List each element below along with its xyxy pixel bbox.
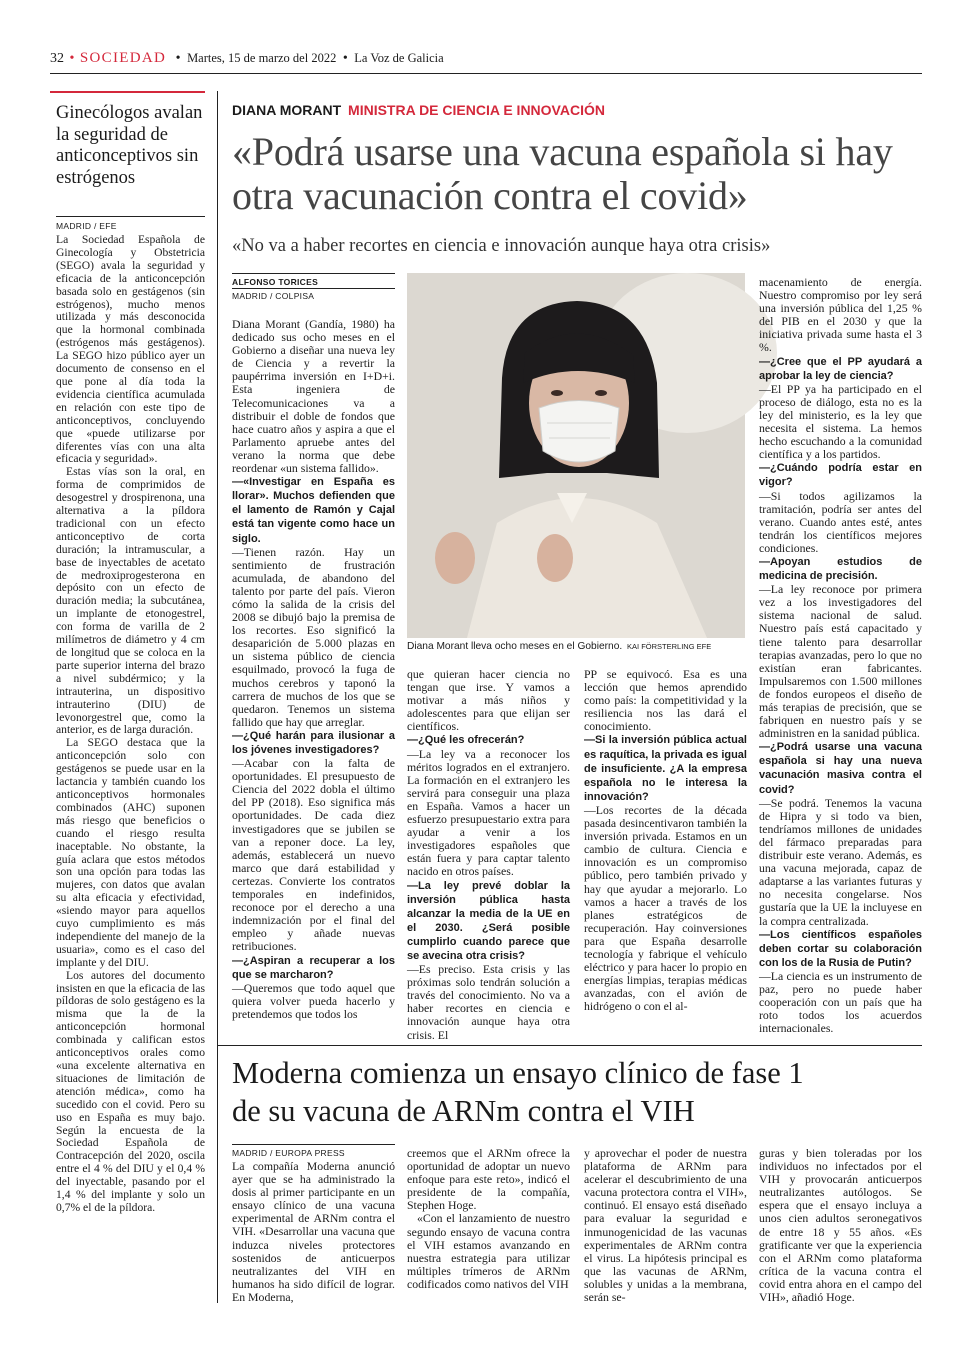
side-divider (217, 91, 218, 1303)
main-photo (407, 273, 745, 638)
folio (50, 50, 922, 70)
second-paragraph: La compañía Moderna anunció ayer que se ha administrado la dosis al primer participante en un ensayo clínico de una vacuna experimental de ARNm contra el VIH. «Desarrollar una vacuna que induzca niveles protectores sostenidos de anticuerpos neutralizantes del VIH en humanos ha sido difícil de lograr. En Moderna, (232, 1159, 395, 1304)
main-answer: —Queremos que todo aquel que quiera volver pueda hacerlo y pretendemos que todos los (232, 980, 395, 1021)
main-answer: PP se equivocó. Esa es una lección que hemos aprendido como país: la competitividad y la resiliencia nos las dará el conocimiento. (584, 667, 747, 734)
kicker-role: MINISTRA DE CIENCIA E INNOVACIÓN (348, 102, 605, 118)
caption-text: Diana Morant lleva ocho meses en el Gobierno. (407, 641, 623, 652)
main-answer: —Los recortes de la década pasada desincentivaron también la inversión privada. Estamos en un cambio de cultura. Ciencia e innovación es un compromiso público, pero también privado y hay que ayudar a mejorarlo. Lo vamos a hacer a través de los planes estratégicos de recuperación. Hay coinversiones para que España desarrolle tecnología y fabrique el vehículo eléctrico y para hacer lo propio en energías limpias, terapias médicas avanzadas, con el avión de hidrógeno o con el al- (584, 802, 747, 1014)
side-paragraph: La Sociedad Española de Ginecología y Obstetricia (SEGO) avala la seguridad y eficacia de la anticoncepción basada solo en gestágenos (sin estrógenos), mucho menos utilizada y más desconocida que la hormonal combinada (estrógenos más gestágenos). La SEGO hizo público ayer un documento de consenso en el que pone al día toda la evidencia científica acumulada en relación con este tipo de anticonceptivos, concluyendo que «puede utilizarse por diferentes vías con una alta eficacia y seguridad». (56, 233, 205, 466)
side-body (56, 234, 205, 1302)
main-question: —La ley prevé doblar la inversión pública hasta alcanzar la media de la UE en el 2030. ¿Será posible cumplirlo cuando parece que se avecina otra crisis? (407, 879, 570, 962)
second-byline-rule (232, 1144, 395, 1145)
main-answer: que quieran hacer ciencia no tengan que irse. Y vamos a motivar a más niños y adolescentes para que elijan ser científicos. (407, 667, 570, 734)
main-byline: MADRID / COLPISA (232, 291, 315, 301)
main-question: —Los científicos españoles deben cortar su colaboración con los de la Rusia de Putin? (759, 928, 922, 969)
main-answer: —Acabar con la falta de oportunidades. El presupuesto de Ciencia del 2022 dobla el último del PP (2018). Eso significa más oportunidades. De cada diez investigadores que se jubilen se van a reponer doce. La ley, además, establecerá un nuevo marco que dará estabilidad y certezas. Convierte los contratos temporales en indefinidos, reconoce por el derecho a una indemnización por el final del empleo y añade nuevas retribuciones. (232, 756, 395, 954)
main-kicker (232, 102, 922, 118)
second-article-rule (217, 1045, 922, 1046)
side-paragraph: La SEGO destaca que la anticoncepción solo con gestágenos se puede usar en la lactancia y también cuando los anticonceptivos hormonales combinados (AHC) suponen más riesgo que beneficios o cuando el riesgo resulta inaceptable. No obstante, la guía aclara que estos métodos son una opción para todas las mujeres, con datos que avalan su alta eficacia y efectividad, «siendo mayor para aquellos cuyo cumplimiento es más independiente del manejo de la usuaria», como es el caso del implante y del DIU. (56, 736, 205, 969)
main-col-2 (407, 667, 570, 1042)
folio-bullet: • (342, 51, 348, 66)
second-paragraph: y aprovechar el poder de nuestra plataforma de ARNm para acelerar el descubrimiento de una vacuna protectora contra el VIH», continuó. El ensayo está diseñado para evaluar la seguridad e inmunogenicidad de las vacunas experimentales de ARNm contra el virus. La hipótesis principal es que las vacunas de ARNm, solubles y unidas a la membrana, serán se- (584, 1146, 747, 1305)
main-answer: —La ciencia es un instrumento de paz, pero no puede haber cooperación con un país que ha roto todos los acuerdos internacionales. (759, 968, 922, 1036)
main-col-3 (584, 668, 747, 1023)
main-question: —¿Qué les ofrecerán? (407, 734, 525, 747)
second-paragraph: creemos que el ARNm ofrece la oportunidad de adoptar un nuevo enfoque para este reto», indicó el presidente de la compañía, Stephen Hoge. (407, 1146, 570, 1213)
folio-bullet: • (69, 51, 75, 66)
main-paragraph: Diana Morant (Gandía, 1980) ha dedicado sus ocho meses en el Gobierno a diseñar una nueva ley de Ciencia y a revertir la paupérrima inversión en I+D+i. Esta ingeniera de Telecomunicaciones va a distribuir el doble de fondos que hace cuatro años y aspira a que el Parlamento apruebe antes del verano la norma que debe reordenar «un sistema fallido». (232, 317, 395, 476)
main-question: —¿Cree que el PP ayudará a aprobar la ley de ciencia? (759, 355, 922, 382)
side-headline: Ginecólogos avalan la seguridad de anticonceptivos sin estrógenos (56, 103, 203, 188)
second-paragraph: «Con el lanzamiento de nuestro segundo ensayo de vacuna contra el VIH estamos avanzando en nuestra estrategia para utilizar múltiples trímeros de ARNm codificados como nativos del VIH (407, 1211, 570, 1291)
main-col-1 (232, 318, 395, 1023)
folio-bullet: • (175, 51, 181, 66)
photo-credit: KAI FÖRSTERLING EFE (627, 642, 712, 651)
author-rule-2 (232, 288, 395, 289)
second-byline: MADRID / EUROPA PRESS (232, 1148, 345, 1158)
main-question: —Apoyan estudios de medicina de precisión. (759, 555, 922, 583)
kicker-name: DIANA MORANT (232, 102, 342, 118)
main-question: —Si la inversión pública actual es raquítica, la privada es igual de insuficiente. ¿A la empresa española no le interesa la innovación? (584, 734, 747, 803)
main-answer: —La ley va a reconocer los méritos logrados en el extranjero. La formación en el extranjero les servirá para conseguir una plaza en España. Vamos a hacer un esfuerzo presupuestario extra para ayudar a venir a los investigadores españoles que están fuera y para captar talento nacido en otros países. (407, 746, 570, 879)
photo-caption (407, 641, 747, 652)
main-question: —¿Podrá usarse una vacuna española si hay una nueva vacunación masiva contra el covid? (759, 741, 922, 796)
second-col-2 (407, 1147, 570, 1303)
main-answer: —Se podrá. Tenemos la vacuna de Hipra y si todo va bien, tendríamos millones de unidades del fármaco preparadas para distribuir este verano. Además, es una vacuna mejorada, capaz de adaptarse a las variantes futuras y no necesita congelarse. Nos gustaría que la UE la incluyese en la compra centralizada. (759, 795, 922, 928)
portrait-illustration (407, 273, 745, 638)
side-paragraph: Estas vías son la oral, en forma de comprimidos de desogestrel y drospirenona, una alternativa a la píldora tradicional con un efecto anticonceptivo de corta duración; la intramuscular, a base de inyectables de acetato de medroxiprogesterona en depósito con un efecto de duración media; la subcutánea, un implante de etonogestrel, con forma de varilla de 2 milímetros de diámetro y 4 cm de longitud que se coloca en la parte superior interna del brazo a nivel subdérmico; y la intrauterina, un dispositivo intrauterino (DIU) de levonorgestrel que, como la anterior, es de larga duración. (56, 465, 205, 737)
main-answer: —Es preciso. Esta crisis y las próximas solo tendrán solución a través del conocimiento. No va a haber recortes en ciencia e innovación aunque haya otra crisis. El (407, 962, 570, 1042)
second-headline: Moderna comienza un ensayo clínico de fase 1 de su vacuna de ARNm contra el VIH (232, 1056, 804, 1128)
main-answer: macenamiento de energía. Nuestro compromiso por ley será una inversión pública del 1,25 % del PIB en el 2030 y que la iniciativa privada sume hasta el 3 %. (759, 275, 922, 355)
main-question: —¿Qué harán para ilusionar a los jóvenes investigadores? (232, 729, 395, 756)
folio-rule (50, 73, 922, 74)
folio-paper: La Voz de Galicia (354, 51, 444, 65)
side-byline-rule (56, 216, 205, 217)
side-paragraph: Los autores del documento insisten en que la eficacia de las píldoras de solo gestágeno es la misma que la de la anticoncepción hormonal combinada y califican estos anticonceptivos orales como «una excelente alternativa en situaciones de limitación de atención médica», como ha sucedido con el covid. Pero su uso en España es muy bajo. Según la encuesta de la Sociedad Española de Contracepción del 2020, oscila entre el 4 % del DIU y el 0,4 % del inyectable, pasando por el 1,4 % del implante y solo un 0,7% el de la píldora. (56, 968, 205, 1214)
second-col-3 (584, 1147, 747, 1303)
main-col-4 (759, 275, 922, 1036)
main-deck: «No va a haber recortes en ciencia e innovación aunque haya otra crisis» (232, 236, 771, 256)
main-answer: —El PP ya ha participado en el proceso de diálogo, esta no es la ley del ministerio, es la ley que necesita el sistema. La hemos hecho escuchando a la comunidad científica y a los partidos. (759, 381, 922, 462)
second-col-1 (232, 1160, 395, 1303)
main-answer: —Tienen razón. Hay un sentimiento de frustración acumulada, de abandono del talento por parte del país. Vieron cómo la salida de la crisis del 2008 se dibujó bajo la premisa de los recortes. Eso significó la desaparición de 5.000 plazas en un sistema público de ciencia esquilmado, provocó la fuga de muchos cerebros y taponó la carrera de muchos de los que se quedaron. Tenemos un sistema fallido que hay que arreglar. (232, 544, 395, 729)
second-col-4 (759, 1147, 922, 1303)
main-question: —¿Cuándo podría estar en vigor? (759, 462, 922, 489)
section-name: SOCIEDAD (79, 50, 167, 66)
side-top-rule (50, 91, 205, 93)
second-paragraph: guras y bien toleradas por los individuos no infectados por el VIH y provocarán anticuerpos neutralizantes autólogos. Se espera que el ensayo incluya a unos cien adultos seronegativos de entre 18 y 55 años. «Es gratificante ver que la experiencia con el ARNm como plataforma crítica de la vacuna contra el covid entra ahora en el campo del VIH», añadió Hoge. (759, 1146, 922, 1305)
author-rule (232, 273, 395, 274)
page-number: 32 (50, 51, 64, 66)
main-headline: «Podrá usarse una vacuna española si hay otra vacunación contra el covid» (232, 129, 893, 218)
side-byline: MADRID / EFE (56, 221, 117, 231)
folio-date: Martes, 15 de marzo del 2022 (187, 51, 337, 65)
main-question: —¿Aspiran a recuperar a los que se marcharon? (232, 954, 395, 981)
main-answer: —Si todos agilizamos la tramitación, podría ser antes del verano. Cuando antes esté, antes tendrán los científicos mejores condiciones. (759, 488, 922, 555)
main-question: —«Investigar en España es llorar». Muchos defienden que el lamento de Ramón y Cajal está tan vigente como hace un siglo. (232, 476, 395, 545)
main-answer: —La ley reconoce por primera vez a los investigadores del sistema nacional de salud. Nuestro país está capacitado y tiene talento para desarrollar terapias avanzadas, pero lo que no existían eran fabricantes. Impulsaremos con 1.500 millones de fondos europeos el diseño de más terapias de precisión, que se fabriquen en nuestro país y se administren en la sanidad pública. (759, 582, 922, 741)
main-author: ALFONSO TORICES (232, 277, 319, 287)
